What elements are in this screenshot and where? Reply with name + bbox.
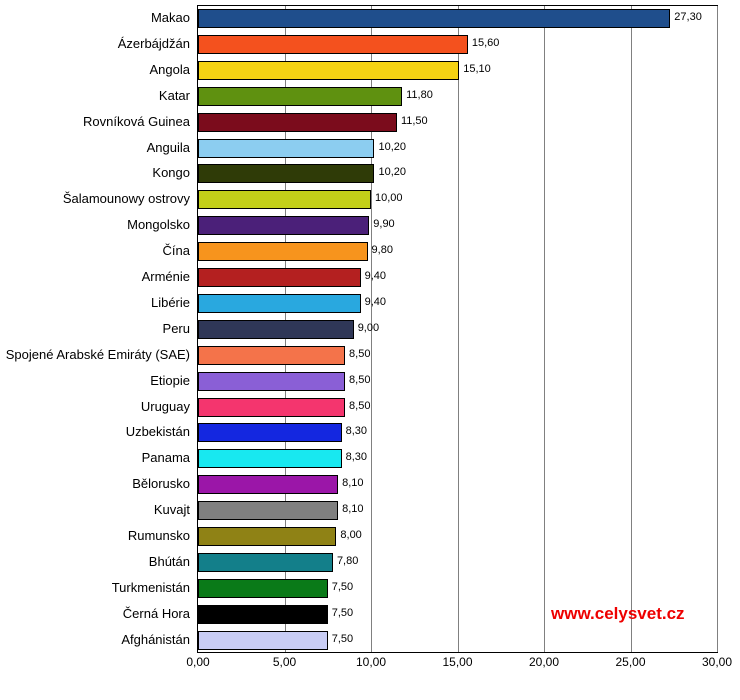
category-label: Makao <box>150 10 190 25</box>
bar-value-label: 15,10 <box>463 62 491 75</box>
bar-row <box>198 187 717 213</box>
bar-row <box>198 136 717 162</box>
bar-value-label: 11,80 <box>406 88 433 101</box>
category-label: Rumunsko <box>127 528 190 543</box>
bar[interactable] <box>198 268 361 287</box>
gridline <box>717 6 718 652</box>
x-tick-label: 10,00 <box>355 655 387 669</box>
category-label: Uzbekistán <box>125 424 190 440</box>
bar-row <box>198 265 717 291</box>
bar[interactable] <box>198 398 345 417</box>
bar-value-label: 8,00 <box>340 529 362 541</box>
bar-row <box>198 395 717 421</box>
bar-value-label: 8,10 <box>342 477 364 490</box>
bar-value-label: 7,50 <box>331 606 354 619</box>
category-label: Ázerbájdžán <box>117 35 190 51</box>
x-tick-label: 30,00 <box>701 655 733 669</box>
bar-row <box>198 239 717 265</box>
bar-row <box>198 58 717 84</box>
bar-value-label: 8,30 <box>345 425 367 438</box>
bar-row <box>198 6 717 32</box>
category-label: Etiopie <box>150 372 190 388</box>
bar[interactable] <box>198 346 345 365</box>
bar-value-label: 7,50 <box>331 580 354 593</box>
bar-value-label: 10,00 <box>375 192 403 205</box>
bar-row <box>198 32 717 58</box>
bar-row <box>198 343 717 369</box>
bar-row <box>198 498 717 524</box>
bar[interactable] <box>198 320 354 339</box>
category-label: Rovníková Guinea <box>83 113 190 129</box>
category-label: Mongolsko <box>127 217 190 233</box>
category-label: Šalamounowy ostrovy <box>62 191 190 207</box>
bar[interactable] <box>198 242 368 261</box>
bar[interactable] <box>198 605 328 624</box>
bar-row <box>198 472 717 498</box>
x-tick-label: 5,00 <box>272 655 297 669</box>
bar-value-label: 8,10 <box>342 503 364 516</box>
bar-row <box>198 369 717 395</box>
bar-value-label: 7,50 <box>331 632 354 645</box>
category-label: Turkmenistán <box>111 579 190 595</box>
category-label: Kuvajt <box>153 502 190 518</box>
bar[interactable] <box>198 190 371 209</box>
bar-value-label: 8,50 <box>349 373 371 386</box>
bar[interactable] <box>198 113 397 132</box>
category-label: Afghánistán <box>121 631 190 647</box>
x-tick-label: 20,00 <box>528 655 560 669</box>
bar-value-label: 11,50 <box>400 114 428 127</box>
bar-value-label: 10,20 <box>378 166 406 179</box>
bar-row <box>198 213 717 239</box>
bar-row <box>198 84 717 110</box>
category-label: Bělorusko <box>132 476 190 492</box>
bar-value-label: 8,50 <box>349 347 371 360</box>
category-label: Panama <box>141 450 190 466</box>
bar[interactable] <box>198 501 338 520</box>
bar[interactable] <box>198 294 361 313</box>
bar[interactable] <box>198 423 342 442</box>
category-label: Bhútán <box>148 553 190 569</box>
bar[interactable] <box>198 553 333 572</box>
category-label: Uruguay <box>140 398 190 414</box>
bar-value-label: 9,40 <box>364 295 387 308</box>
bar-value-label: 27,30 <box>674 11 702 23</box>
category-label: Spojené Arabské Emiráty (SAE) <box>5 346 190 362</box>
x-tick-label: 25,00 <box>615 655 646 669</box>
bar[interactable] <box>198 527 336 546</box>
bar[interactable] <box>198 164 374 183</box>
bar[interactable] <box>198 449 342 468</box>
value-axis-labels <box>186 655 733 675</box>
bar-row <box>198 628 717 654</box>
bar-value-label: 15,60 <box>471 36 500 49</box>
category-label: Angola <box>149 61 190 77</box>
bar-row <box>198 110 717 136</box>
bar-row <box>198 161 717 187</box>
bar-value-label: 7,80 <box>336 554 359 567</box>
bar-row <box>198 576 717 602</box>
category-label: Katar <box>158 87 190 103</box>
bar-row <box>198 420 717 446</box>
bar[interactable] <box>198 87 402 106</box>
x-tick-label: 15,00 <box>442 655 473 669</box>
bar[interactable] <box>198 139 374 158</box>
watermark-label: www.celysvet.cz <box>551 604 685 623</box>
bar-value-label: 10,20 <box>378 140 406 153</box>
category-label: Arménie <box>141 269 190 284</box>
bar[interactable] <box>198 372 345 391</box>
bar-row <box>198 524 717 550</box>
category-label: Čína <box>162 243 190 259</box>
category-label: Kongo <box>152 165 190 181</box>
bar-value-label: 8,50 <box>349 399 371 412</box>
category-label: Černá Hora <box>122 605 190 621</box>
bar-value-label: 9,80 <box>371 244 393 257</box>
plot-area <box>197 5 718 653</box>
bar[interactable] <box>198 475 338 494</box>
category-label: Libérie <box>150 294 190 310</box>
category-label: Anguila <box>146 139 190 155</box>
bar[interactable] <box>198 631 328 650</box>
bar-row <box>198 550 717 576</box>
bar-row <box>198 317 717 343</box>
bar-series <box>198 6 717 652</box>
x-tick-label: 0,00 <box>186 655 210 669</box>
bar-value-label: 9,90 <box>373 218 395 231</box>
bar-value-label: 8,30 <box>345 451 367 464</box>
bar[interactable] <box>198 579 328 598</box>
bar[interactable] <box>198 216 369 235</box>
category-label: Peru <box>162 320 190 336</box>
bar[interactable] <box>198 35 468 54</box>
bar[interactable] <box>198 61 459 80</box>
bar-row <box>198 291 717 317</box>
bar-row <box>198 446 717 472</box>
bar[interactable] <box>198 9 670 28</box>
bar-value-label: 9,00 <box>357 321 380 334</box>
bar-value-label: 9,40 <box>364 270 387 282</box>
